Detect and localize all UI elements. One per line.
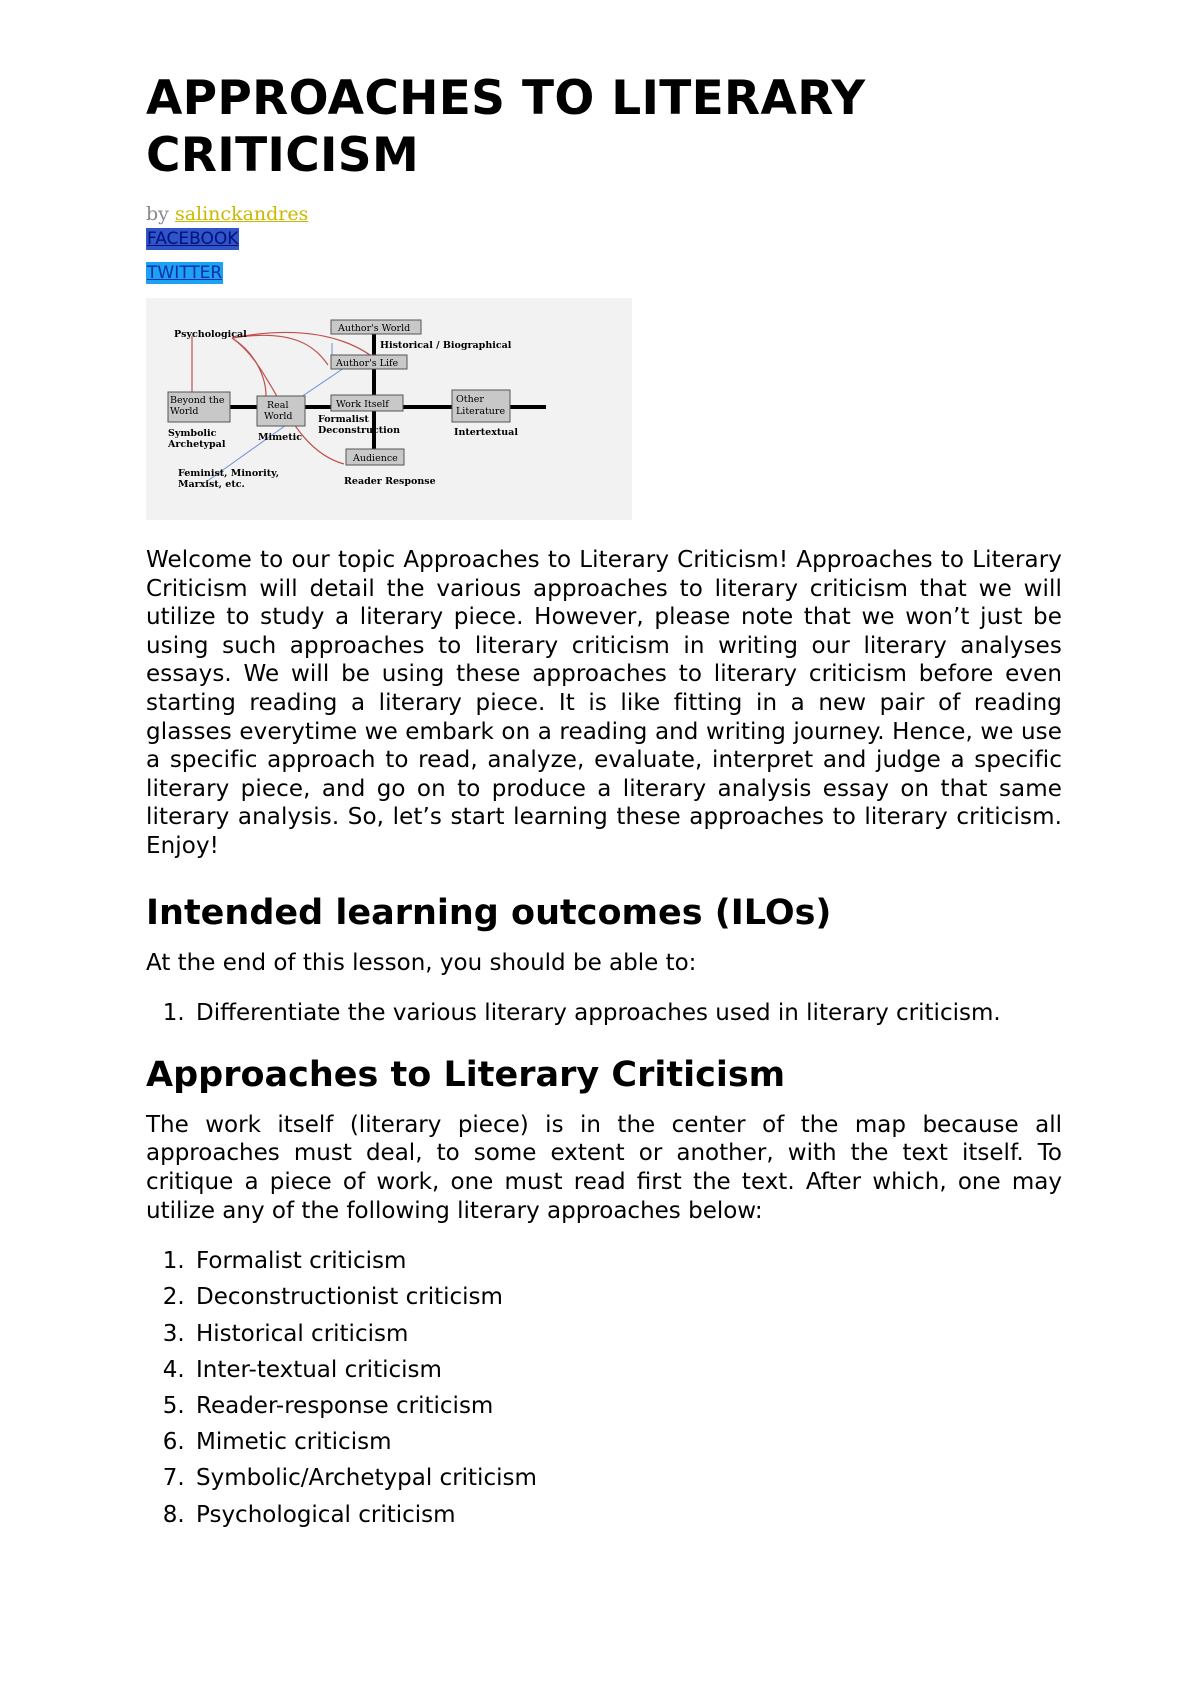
ilo-lead: At the end of this lesson, you should be able to: — [146, 949, 697, 976]
label-feminist-1: Feminist, Minority, — [178, 468, 280, 479]
page-title: APPROACHES TO LITERARY CRITICISM — [146, 71, 866, 183]
author-link[interactable]: salinckandres — [174, 203, 309, 225]
label-feminist-2: Marxist, etc. — [178, 479, 245, 490]
list-item: 6. Mimetic criticism — [192, 1424, 1062, 1460]
byline-prefix: by — [146, 203, 169, 225]
label-symbolic: Symbolic — [168, 428, 217, 439]
label-real-2: World — [264, 411, 293, 422]
list-item: 8. Psychological criticism — [192, 1497, 1062, 1533]
ilo-list — [146, 995, 1062, 1031]
ilo-heading: Intended learning outcomes (ILOs) — [146, 892, 832, 933]
byline — [146, 202, 1062, 226]
twitter-share-link[interactable]: TWITTER — [147, 263, 223, 283]
label-authors-world: Author's World — [338, 323, 411, 334]
label-archetypal: Archetypal — [168, 439, 226, 450]
list-item: 4. Inter-textual criticism — [192, 1352, 1062, 1388]
label-audience: Audience — [353, 453, 398, 464]
article — [146, 70, 1062, 1533]
list-item: 1. Formalist criticism — [192, 1243, 1062, 1279]
approaches-paragraph: The work itself (literary piece) is in the center of the map because all approaches must deal, to some extent or another, with the text itself. To critique a piece of work, one must read first the text. After which, one may utilize any of the following literary approaches below: — [146, 1111, 1062, 1224]
approaches-list — [146, 1243, 1062, 1533]
list-item: 2. Deconstructionist criticism — [192, 1279, 1062, 1315]
criticism-map-diagram — [146, 298, 632, 520]
label-beyond-2: World — [170, 406, 199, 417]
label-real-1: Real — [267, 400, 289, 411]
label-authors-life: Author's Life — [336, 358, 399, 369]
facebook-share-link[interactable]: FACEBOOK — [147, 229, 239, 249]
label-other-1: Other — [456, 394, 484, 405]
label-psychological: Psychological — [174, 329, 247, 340]
label-other-2: Literature — [456, 406, 506, 417]
intro-paragraph: Welcome to our topic Approaches to Literary Criticism! Approaches to Literary Criticism will detail the various approaches to literary criticism that we will utilize to study a literary piece. However, please note that we won’t just be using such approaches to literary criticism in writing our literary analyses essays. We will be using these approaches to literary criticism before even starting reading a literary piece. It is like fitting in a new pair of reading glasses everytime we embark on a reading and writing journey. Hence, we use a specific approach to read, analyze, evaluate, interpret and judge a specific literary piece, and go on to produce a literary analysis essay on that same literary analysis. So, let’s start learning these approaches to literary criticism. Enjoy! — [146, 547, 1062, 859]
list-item: 3. Historical criticism — [192, 1316, 1062, 1352]
label-beyond-1: Beyond the — [170, 395, 225, 406]
list-item: 7. Symbolic/Archetypal criticism — [192, 1460, 1062, 1496]
label-reader-response: Reader Response — [344, 476, 436, 487]
list-item: 5. Reader-response criticism — [192, 1388, 1062, 1424]
label-work-itself: Work Itself — [336, 399, 389, 410]
label-mimetic: Mimetic — [258, 432, 303, 443]
approaches-heading: Approaches to Literary Criticism — [146, 1054, 786, 1095]
label-deconstruction: Deconstruction — [318, 425, 400, 436]
label-intertextual: Intertextual — [454, 427, 518, 438]
list-item: 1. Differentiate the various literary approaches used in literary criticism. — [192, 995, 1062, 1031]
label-historical: Historical / Biographical — [380, 340, 512, 351]
label-formalist: Formalist — [318, 414, 369, 425]
